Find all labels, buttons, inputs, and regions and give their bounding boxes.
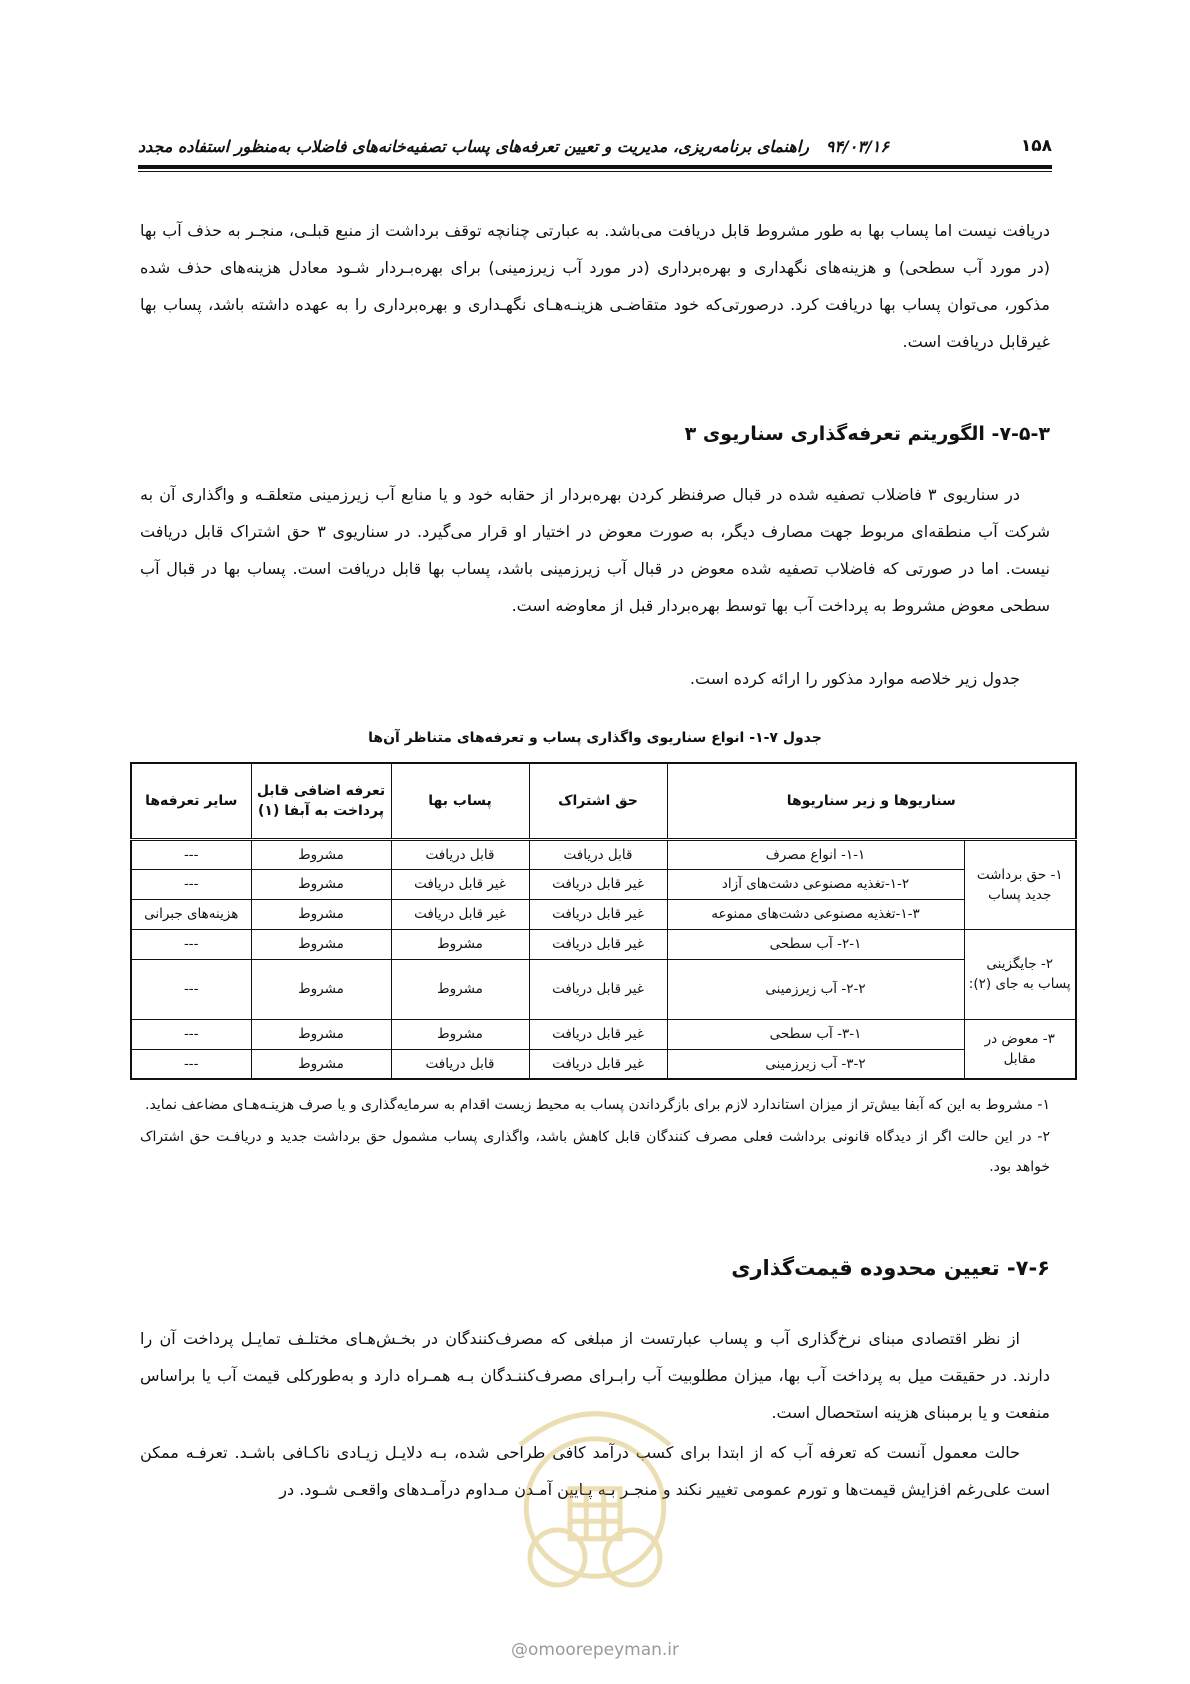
watermark-site-text: omoorepeyman.ir (527, 1640, 680, 1660)
effluent-cell: قابل دریافت (391, 1049, 529, 1079)
sub-scenario-cell: ۱-۳-تغذیه مصنوعی دشت‌های ممنوعه (667, 899, 964, 929)
table-row (131, 1019, 1076, 1049)
header-date: ۹۴/۰۳/۱۶ (825, 136, 889, 156)
header-title-text: راهنمای برنامه‌ریزی، مدیریت و تعیین تعرفه‌های پساب تصفیه‌خانه‌های فاضلاب به‌منظور استفاده مجدد (138, 136, 809, 156)
section-heading-7-6: ۷-۶- تعیین محدوده قیمت‌گذاری (731, 1256, 1050, 1280)
extra-cell: مشروط (251, 1019, 391, 1049)
extra-cell: مشروط (251, 899, 391, 929)
other-cell: هزینه‌های جبرانی (131, 899, 251, 929)
other-cell: --- (131, 1019, 251, 1049)
effluent-cell: غیر قابل دریافت (391, 869, 529, 899)
table-row (131, 929, 1076, 959)
footnote-2: ۲- در این حالت اگر از دیدگاه قانونی برداشت فعلی مصرف کنندگان قابل کاهش باشد، واگذاری پساب مشمول حق برداشت جدید و دریافـت حق اشتراک خواهد بود. (140, 1129, 1050, 1175)
effluent-cell: مشروط (391, 1019, 529, 1049)
table-row (131, 959, 1076, 1019)
subscription-cell: غیر قابل دریافت (529, 869, 667, 899)
footnote-1: ۱- مشروط به این که آبفا بیش‌تر از میزان استاندارد لازم برای بازگرداندن پساب به محیط زیست اقدام به سرمایه‌گذاری و یا صرف هزینـه‌هـای مضاعف نماید. (145, 1097, 1050, 1113)
subscription-cell: غیر قابل دریافت (529, 1049, 667, 1079)
col-header-other-tariffs: سایر تعرفه‌ها (131, 763, 251, 839)
table-row (131, 869, 1076, 899)
extra-cell: مشروط (251, 929, 391, 959)
table-header-row (131, 763, 1076, 839)
table-row (131, 839, 1076, 869)
extra-cell: مشروط (251, 959, 391, 1019)
sub-scenario-cell: ۲-۱- آب سطحی (667, 929, 964, 959)
table-footnotes (140, 1090, 1050, 1184)
extra-cell: مشروط (251, 1049, 391, 1079)
table-caption: جدول ۷-۱- انواع سناریوی واگذاری پساب و تعرفه‌های متناظر آن‌ها (368, 730, 822, 746)
group-cell-2: ۲- جایگزینی پساب به جای (۲): (964, 929, 1076, 1019)
watermark-seal-icon (470, 1370, 720, 1620)
scenario-table (130, 762, 1077, 1080)
effluent-cell: غیر قابل دریافت (391, 899, 529, 929)
paragraph-3: جدول زیر خلاصه موارد مذکور را ارائه کرده است. (689, 669, 1020, 688)
header-rule-thick (138, 165, 1052, 169)
paragraph-5: حالت معمول آنست که تعرفه آب که از ابتدا برای کسب درآمد کافی طراحی شده، بـه دلایـل زیـادی ناکـافی باشـد. تعرفـه ممکن است علی‌رغم افزایش قیمت‌ها و تورم عمومی تغییر نکند و منجـر بـه پـایین آمـدن مـداوم درآمـدهای واقعـی شـود. در (140, 1443, 1050, 1499)
subscription-cell: غیر قابل دریافت (529, 899, 667, 929)
sub-scenario-cell: ۱-۱- انواع مصرف (667, 839, 964, 869)
sub-scenario-cell: ۲-۲- آب زیرزمینی (667, 959, 964, 1019)
effluent-cell: مشروط (391, 959, 529, 1019)
paragraph-1: دریافت نیست اما پساب بها به طور مشروط قابل دریافت می‌باشد. به عبارتی چنانچه توقف برداشت از منبع قبلـی، منجـر به حذف آب بها (در مورد آب سطحی) و هزینه‌های نگهداری و بهره‌برداری (در مورد آب زیرزمینی) برای بهره‌بـردار شـود معادل هزینه‌های حذف شده مذکور، می‌توان پساب بها دریافت کرد. درصورتی‌که خود متقاضـی هزینـه‌هـای نگهـداری و بهره‌برداری را به عهده داشته باشد، پساب بها غیرقابل دریافت است. (140, 221, 1050, 351)
effluent-cell: قابل دریافت (391, 839, 529, 869)
sub-scenario-cell: ۳-۲- آب زیرزمینی (667, 1049, 964, 1079)
subscription-cell: غیر قابل دریافت (529, 959, 667, 1019)
sub-scenario-cell: ۱-۲-تغذیه مصنوعی دشت‌های آزاد (667, 869, 964, 899)
other-cell: --- (131, 959, 251, 1019)
extra-cell: مشروط (251, 839, 391, 869)
page-header (138, 126, 1052, 166)
paragraph-2: در سناریوی ۳ فاضلاب تصفیه شده در قبال صرفنظر کردن بهره‌بردار از حقابه خود و یا منابع آب زیرزمینی متعلقـه و واگذاری آن به شرکت آب منطقه‌ای مربوط جهت مصارف دیگر، به صورت معوض در اختیار او قرار می‌گیرد. در سناریوی ۳ حق اشتراک قابل دریافت نیست. اما در صورتی که فاضلاب تصفیه شده معوض در قبال آب زیرزمینی باشد، پساب بها قابل دریافت است. پساب بها در قبال آب سطحی معوض مشروط به پرداخت آب بها توسط بهره‌بردار قبل از معاوضه است. (140, 485, 1051, 615)
paragraph-4: از نظر اقتصادی مبنای نرخ‌گذاری آب و پساب عبارتست از مبلغی که مصرف‌کنندگان در بخـش‌هـای مختلـف تمایـل پرداخت آن را دارند. در حقیقت میل به پرداخت آب بها، میزان مطلوبیت آب رابـرای مصرف‌کننـدگان بـه همـراه دارد و به‌طورکلی قیمت آب یا براساس منفعت و یا برمبنای هزینه استحصال است. (140, 1329, 1050, 1422)
header-rule-thin (138, 171, 1052, 172)
other-cell: --- (131, 869, 251, 899)
extra-cell: مشروط (251, 869, 391, 899)
col-header-effluent-price: پساب بها (391, 763, 529, 839)
col-header-extra-tariff: تعرفه اضافی قابل پرداخت به آبفا (۱) (251, 763, 391, 839)
table-row (131, 899, 1076, 929)
section-heading-7-5-3: ۷-۵-۳- الگوریتم تعرفه‌گذاری سناریوی ۳ (684, 423, 1050, 445)
effluent-cell: مشروط (391, 929, 529, 959)
subscription-cell: غیر قابل دریافت (529, 929, 667, 959)
group-cell-1: ۱- حق برداشت جدید پساب (964, 839, 1076, 929)
col-header-subscription: حق اشتراک (529, 763, 667, 839)
group-cell-3: ۳- معوض در مقابل (964, 1019, 1076, 1079)
other-cell: --- (131, 839, 251, 869)
other-cell: --- (131, 929, 251, 959)
col-header-scenarios: سناریوها و زیر سناریوها (667, 763, 1076, 839)
subscription-cell: غیر قابل دریافت (529, 1019, 667, 1049)
page-number: ۱۵۸ (1020, 136, 1052, 156)
sub-scenario-cell: ۳-۱- آب سطحی (667, 1019, 964, 1049)
watermark-site: @omoorepeyman.ir (510, 1640, 680, 1660)
other-cell: --- (131, 1049, 251, 1079)
subscription-cell: قابل دریافت (529, 839, 667, 869)
table-row (131, 1049, 1076, 1079)
header-title (138, 137, 889, 156)
